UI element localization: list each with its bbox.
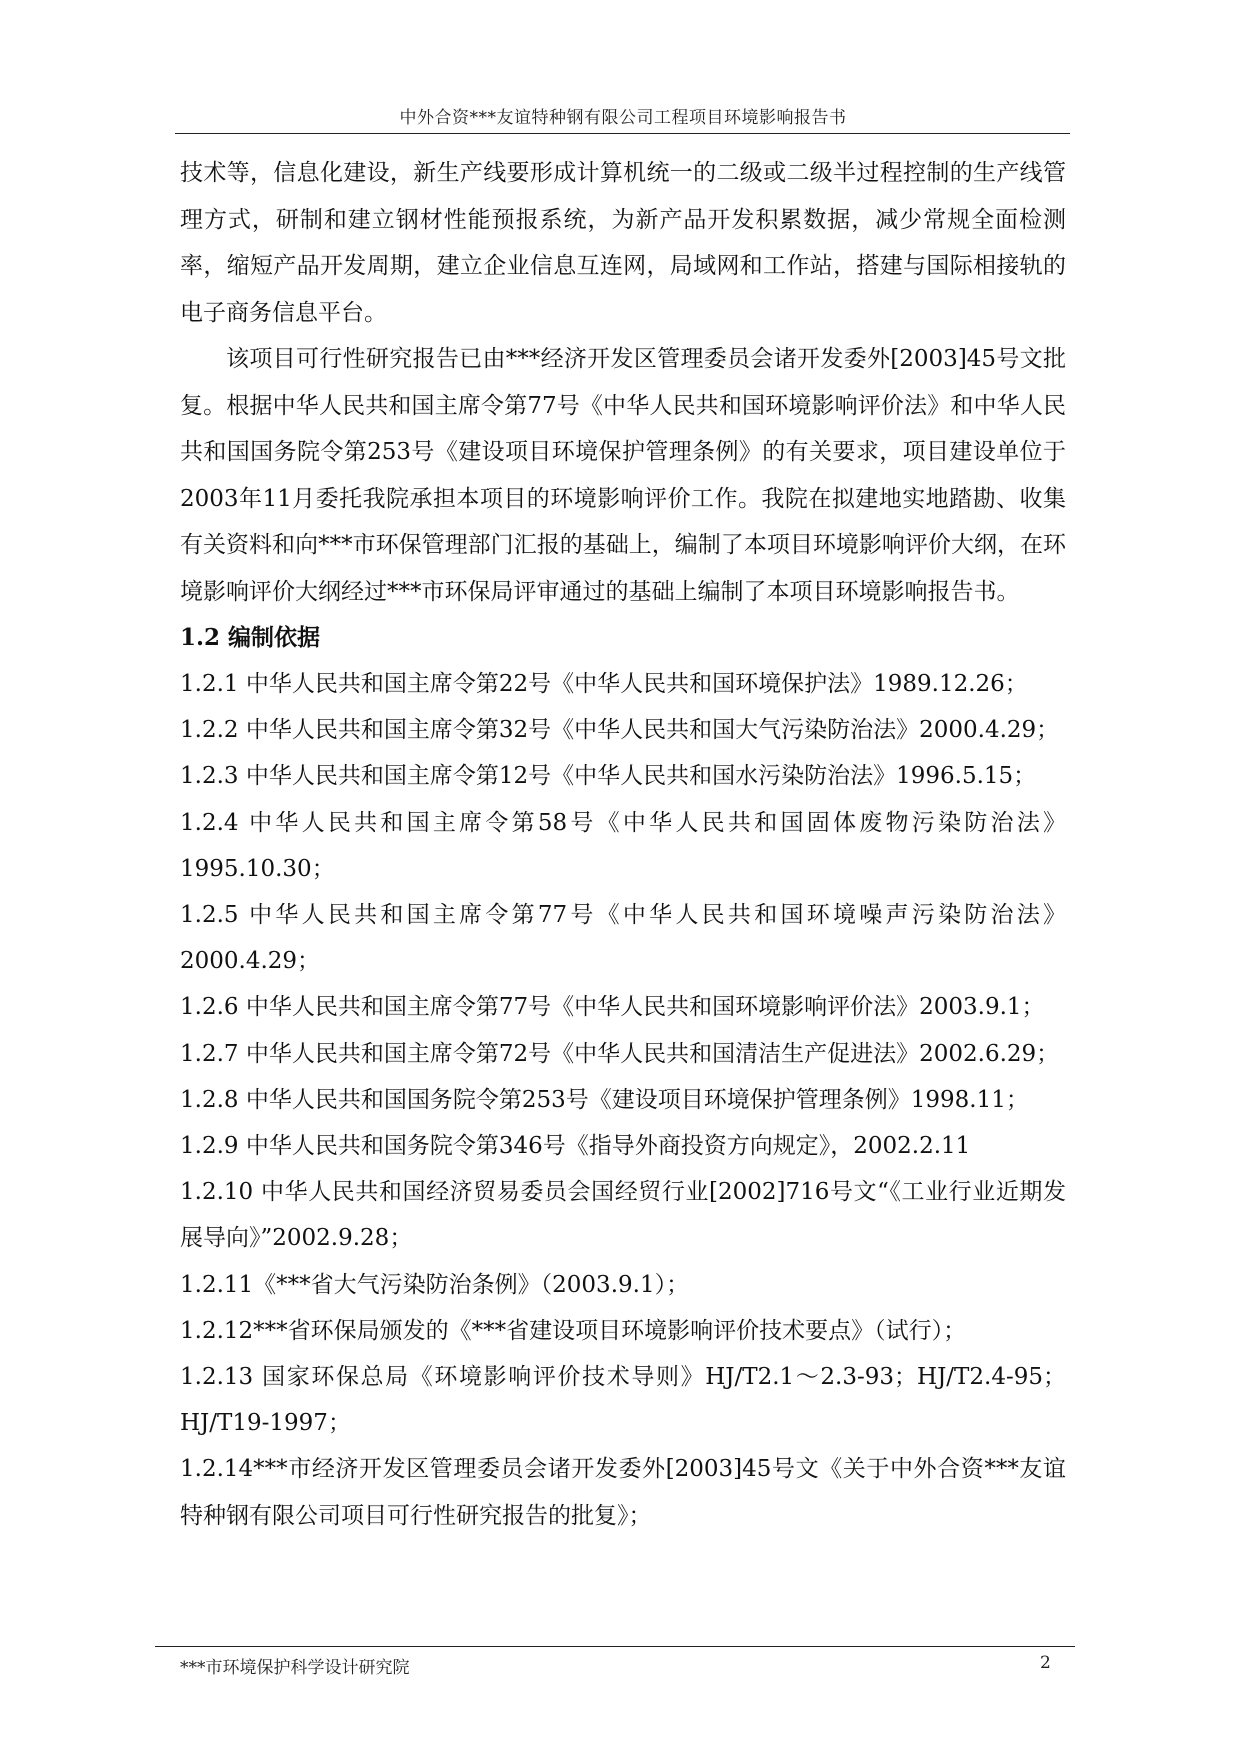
page-header-title: 中外合资***友谊特种钢有限公司工程项目环境影响报告书 [399,108,847,128]
reference-item: 1.2.7 中华人民共和国主席令第72号《中华人民共和国清洁生产促进法》2002.6.29； [180,1040,1060,1067]
reference-item: 1.2.5 中华人民共和国主席令第77号《中华人民共和国环境噪声污染防治法》2000.4.29； [180,902,1066,975]
header-divider [175,133,1070,134]
footer-institute: ***市环境保护科学设计研究院 [180,1658,410,1678]
reference-item: 1.2.12***省环保局颁发的《***省建设项目环境影响评价技术要点》（试行）； [180,1317,967,1344]
reference-item: 1.2.11《***省大气污染防治条例》（2003.9.1）； [180,1271,690,1298]
reference-item: 1.2.8 中华人民共和国国务院令第253号《建设项目环境保护管理条例》1998.11； [180,1086,1029,1113]
paragraph-continuation: 技术等，信息化建设，新生产线要形成计算机统一的二级或二级半过程控制的生产线管理方式，研制和建立钢材性能预报系统，为新产品开发积累数据，减少常规全面检测率，缩短产品开发周期，建立企业信息互连网，局域网和工作站，搭建与国际相接轨的电子商务信息平台。 [180,160,1066,326]
paragraph-approval: 该项目可行性研究报告已由***经济开发区管理委员会诸开发委外[2003]45号文批复。根据中华人民共和国主席令第77号《中华人民共和国环境影响评价法》和中华人民共和国国务院令第253号《建设项目环境保护管理条例》的有关要求，项目建设单位于2003年11月委托我院承担本项目的环境影响评价工作。我院在拟建地实地踏勘、收集有关资料和向***市环保管理部门汇报的基础上，编制了本项目环境影响评价大纲，在环境影响评价大纲经过***市环保局评审通过的基础上编制了本项目环境影响报告书。 [180,346,1066,605]
reference-item: 1.2.3 中华人民共和国主席令第12号《中华人民共和国水污染防治法》1996.5.15； [180,763,1037,790]
document-body [180,150,1066,1539]
section-heading: 1.2 编制依据 [180,624,321,651]
page-number: 2 [1040,1653,1051,1673]
reference-item: 1.2.14***市经济开发区管理委员会诸开发委外[2003]45号文《关于中外合资***友谊特种钢有限公司项目可行性研究报告的批复》； [180,1456,1066,1529]
reference-item: 1.2.10 中华人民共和国经济贸易委员会国经贸行业[2002]716号文“《工业行业近期发展导向》”2002.9.28； [180,1179,1066,1252]
reference-item: 1.2.1 中华人民共和国主席令第22号《中华人民共和国环境保护法》1989.12.26； [180,671,1028,697]
footer-divider [155,1646,1075,1647]
reference-item: 1.2.13 国家环保总局《环境影响评价技术导则》HJ/T2.1～2.3-93；HJ/T2.4-95；HJ/T19-1997； [180,1364,1066,1437]
reference-item: 1.2.6 中华人民共和国主席令第77号《中华人民共和国环境影响评价法》2003.9.1； [180,994,1045,1021]
reference-item: 1.2.4 中华人民共和国主席令第58号《中华人民共和国固体废物污染防治法》1995.10.30； [180,809,1066,882]
reference-item: 1.2.2 中华人民共和国主席令第32号《中华人民共和国大气污染防治法》2000.4.29； [180,717,1060,744]
reference-item: 1.2.9 中华人民共和国务院令第346号《指导外商投资方向规定》，2002.2.11 [180,1133,971,1160]
